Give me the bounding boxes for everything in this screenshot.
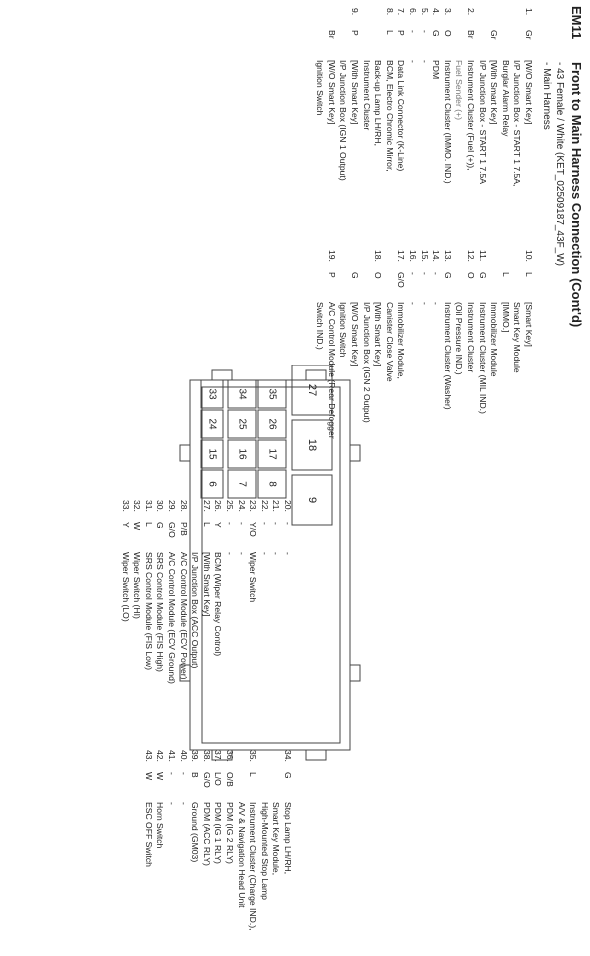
wire-color: - [225,522,235,525]
circuit-description: - [283,552,293,555]
pin-number: 7. [396,8,407,16]
wire-color: L [143,522,154,527]
wire-color: - [408,30,418,33]
latch-tab [306,370,326,380]
circuit-description: Back-up Lamp LH/RH, [373,60,384,146]
key-tab [350,445,360,461]
wire-color: - [283,522,293,525]
circuit-description: [With Smart Key] [350,60,360,125]
pin-number: 18. [373,250,384,262]
wire-color: L [248,772,259,777]
pin-number: 16. [408,250,418,262]
circuit-description: Smart Key Module [512,302,523,373]
circuit-description: [IMMO.] [500,302,511,333]
wire-color: - [419,272,430,275]
circuit-description: - [259,552,270,555]
pin-number: 41. [167,750,177,762]
wire-color: W [155,772,166,781]
circuit-description: - [408,302,418,305]
page-title: Front to Main Harness Connection (Cont'd) [569,62,584,328]
circuit-description: Smart Key Module, [271,802,282,876]
circuit-description: Wiper Switch [248,552,259,603]
pin-number: 20. [283,500,293,512]
wire-color: W [132,522,143,531]
pin-number: 9. [350,8,360,16]
wire-color: - [167,772,177,775]
wire-color: G/O [167,522,177,538]
connector-code: EM11 [569,6,584,40]
cavity-number: 24 [206,418,218,430]
circuit-description: SRS Control Module (FIS Low) [143,552,154,670]
wire-color: - [236,522,247,525]
circuit-description: A/C Control Module (Rear Defogger [326,302,337,439]
circuit-description: - [431,302,442,305]
circuit-description: Ground (GM03) [190,802,201,863]
pin-number: 33. [120,500,131,512]
connector-spec: - 43 Female / White (KET_02509187_43F_W) [554,62,565,266]
pin-number: 37. [213,750,224,762]
circuit-description: Instrument Cluster (IMMO. IND.) [442,60,453,184]
circuit-description: Switch IND.) [315,302,326,350]
wire-color: - [178,772,189,775]
circuit-description: Canister Close Valve [384,302,395,382]
circuit-description: Data Link Connector (K-Line) [396,60,407,172]
wire-color: Y [213,522,224,528]
pin-number: 5. [419,8,430,16]
pin-number: 6. [408,8,418,16]
wire-color: Gr [489,30,500,40]
cavity-number: 27 [306,383,319,397]
circuit-description: PDM (ACC RLY) [201,802,212,866]
pin-number: 25. [225,500,235,512]
pin-number: 30. [155,500,166,512]
pin-number: 10. [524,250,534,262]
pin-number: 4. [431,8,442,16]
circuit-description: I/P Junction Box - START 1 7.5A, [512,60,523,187]
pin-number: 35. [248,750,259,762]
wire-color: P [396,30,407,36]
wire-color: Br [466,30,476,39]
circuit-description: PDM [431,60,442,80]
pin-number: 15. [419,250,430,262]
circuit-description: [W/O Smart Key] [326,60,337,125]
circuit-description: Instrument Cluster (Fuel (+)), [466,60,476,171]
wire-color: O/B [225,772,235,787]
circuit-description: [W/O Smart Key] [524,60,534,125]
circuit-description: Burglar Alarm Relay [500,60,511,137]
pin-number: 29. [167,500,177,512]
wire-color: L [500,272,511,277]
wire-color: G [283,772,293,779]
circuit-description: SRS Control Module (FIS High) [155,552,166,672]
circuit-description: PDM (IG 2 RLY) [225,802,235,864]
wire-color: P [350,30,360,36]
pin-number: 11. [477,250,488,262]
pin-number: 26. [213,500,224,512]
pin-number: 2. [466,8,476,16]
cavity-number: 26 [266,418,278,430]
circuit-description: Wiper Switch (LO) [120,552,131,622]
circuit-description: High-Mounted Stop Lamp [259,802,270,900]
circuit-description: - [419,60,430,63]
circuit-description: [Smart Key] [524,302,534,347]
circuit-description: I/P Junction Box (IGN 1 Output) [338,60,349,181]
wire-color: G [442,272,453,279]
latch-tab [306,750,326,760]
circuit-description: [With Smart Key] [373,302,384,367]
circuit-description: A/V & Navigation Head Unit [236,802,247,908]
wire-color: L [201,522,212,527]
circuit-description: BCM (Wiper Relay Control) [213,552,224,657]
key-tab [180,445,190,461]
cavity-number: 17 [266,448,278,460]
latch-tab [212,750,232,760]
circuit-description: I/P Junction Box (IGN 2 Output) [361,302,372,423]
wire-color: G [350,272,360,279]
wire-color: - [259,522,270,525]
wire-color: G/O [201,772,212,788]
cavity-number: 6 [206,481,218,487]
wire-color: O [466,272,476,279]
pin-number: 3. [442,8,453,16]
wire-color: P [326,272,337,278]
cavity-number: 18 [306,438,319,452]
pin-number: 17. [396,250,407,262]
circuit-description: [W/O Smart Key] [350,302,360,367]
pin-number: 42. [155,750,166,762]
latch-tab [212,370,232,380]
circuit-description: - [419,302,430,305]
harness-name: - Main Harness [541,62,552,130]
key-tab [350,665,360,681]
pin-number: 34. [283,750,293,762]
cavity-number: 8 [266,481,278,487]
circuit-description: A/C Control Module (ECV Ground) [167,552,177,684]
circuit-description: - [167,802,177,805]
circuit-description: Horn Switch [155,802,166,849]
wire-color: W [143,772,154,781]
cavity-number: 35 [266,388,278,400]
pin-number: 22. [259,500,270,512]
circuit-description: Instrument Cluster [466,302,476,373]
circuit-description: - [178,802,189,805]
wire-color: L/O [213,772,224,786]
key-tab [180,665,190,681]
pin-number: 23. [248,500,259,512]
wire-color: Y/O [248,522,259,537]
circuit-description: Instrument Cluster (MIL IND.) [477,302,488,414]
pin-number: 19. [326,250,337,262]
pin-number: 8. [384,8,395,16]
pin-number: 14. [431,250,442,262]
pin-number: 12. [466,250,476,262]
circuit-description: - [271,552,282,555]
connector-housing [190,380,350,750]
wire-color: O [442,30,453,37]
pin-number: 40. [178,750,189,762]
wire-color: Br [326,30,337,39]
pin-number: 36. [225,750,235,762]
pin-number: 39. [190,750,201,762]
circuit-description: A/C Control Module (ECV Power) [178,552,189,680]
pin-number: 43. [143,750,154,762]
circuit-description: Ignition Switch [315,60,326,116]
circuit-description: Instrument Cluster (Washer) [442,302,453,410]
wire-color: Gr [524,30,534,40]
wire-color: B [190,772,201,778]
pin-number: 28. [178,500,189,512]
circuit-description: - [225,552,235,555]
pin-number: 32. [132,500,143,512]
wire-color: L [524,272,534,277]
circuit-description: Wiper Switch (HI) [132,552,143,619]
circuit-description: Immobilizer Module, [396,302,407,379]
pin-number: 24. [236,500,247,512]
cavity-number: 33 [206,388,218,400]
circuit-description: ESC OFF Switch [143,802,154,867]
wire-color: G [477,272,488,279]
circuit-description: I/P Junction Box - START 1 7.5A [477,60,488,185]
wire-color: - [431,272,442,275]
circuit-description: Ignition Switch [338,302,349,358]
pin-number: 13. [442,250,453,262]
pin-number: 38. [201,750,212,762]
wire-color: - [271,522,282,525]
pin-number: 31. [143,500,154,512]
circuit-description: Instrument Cluster (Charge IND.), [248,802,259,931]
circuit-description: Stop Lamp LH/RH, [283,802,293,875]
pin-number: 27. [201,500,212,512]
cavity-number: 25 [236,418,248,430]
circuit-description: I/P Junction Box (ACC Output) [190,552,201,669]
pin-number: 1. [524,8,534,16]
circuit-description: [With Smart Key] [201,552,212,617]
circuit-description: Fuel Sender (+) [454,60,465,120]
circuit-description: - [408,60,418,63]
wire-color: G [431,30,442,37]
circuit-description: BCM, Electro Chromic Mirror, [384,60,395,172]
circuit-description: (Oil Pressure IND.) [454,302,465,375]
circuit-description: PDM (IG 1 RLY) [213,802,224,864]
cavity-number: 7 [236,481,248,487]
wire-color: O [373,272,384,279]
wire-color: - [408,272,418,275]
wire-color: L [384,30,395,35]
wire-color: P/B [178,522,189,536]
wire-color: Y [120,522,131,528]
circuit-description: [With Smart Key] [489,60,500,125]
pin-number: 21. [271,500,282,512]
wire-color: G/O [396,272,407,288]
wire-color: G [155,522,166,529]
connector-diagram [68,365,368,765]
circuit-description: Immobilizer Module [489,302,500,377]
cavity-number: 16 [236,448,248,460]
cavity-number: 15 [206,448,218,460]
circuit-description: - [236,552,247,555]
wire-color: - [419,30,430,33]
cavity-number: 34 [236,388,248,400]
cavity-number: 9 [306,496,319,504]
circuit-description: Instrument Cluster [361,60,372,131]
